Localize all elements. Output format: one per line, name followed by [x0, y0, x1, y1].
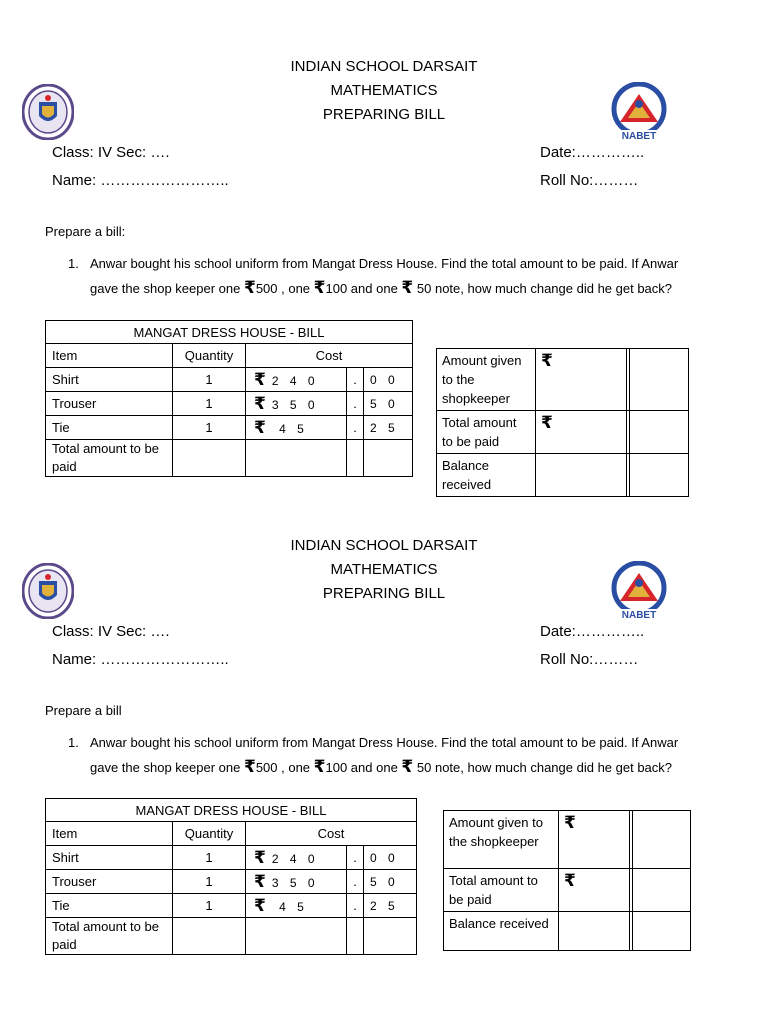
amount-given-label: Amount given to the shopkeeper	[437, 349, 536, 411]
roll-no-field: Roll No:………	[540, 172, 639, 189]
change-table	[443, 810, 691, 951]
question-number: 1.	[68, 735, 79, 750]
header-quantity: Quantity	[173, 344, 246, 368]
question-number: 1.	[68, 256, 79, 271]
nabet-label: NABET	[621, 610, 657, 621]
question-1	[68, 731, 758, 781]
table-row: Shirt 1 ₹ 2 4 0 . 0 0	[46, 846, 417, 870]
table-row: Tie 1 ₹ 4 5 . 2 5	[46, 416, 413, 440]
total-amount-label: Total amount to be paid	[444, 869, 559, 912]
school-name: INDIAN SCHOOL DARSAIT	[290, 58, 478, 75]
amount-given-label: Amount given to the shopkeeper	[444, 811, 559, 869]
total-amount-label: Total amount to be paid	[437, 411, 536, 454]
total-rupees-box	[246, 440, 347, 477]
rupee-icon: ₹	[254, 369, 266, 389]
rupee-icon: ₹	[313, 757, 326, 776]
total-row	[46, 440, 413, 477]
rupee-icon: ₹	[564, 871, 576, 890]
total-label: Total amount to be paid	[46, 440, 173, 477]
change-table	[436, 348, 689, 497]
total-rupees-box	[246, 918, 347, 955]
subject-title: MATHEMATICS	[330, 561, 438, 578]
question-1	[68, 252, 758, 302]
name-field: Name: ……………………..	[52, 172, 229, 189]
header-cost: Cost	[246, 344, 413, 368]
rupee-icon: ₹	[254, 393, 266, 413]
prepare-instruction: Prepare a bill	[45, 703, 122, 718]
worksheet-2	[0, 479, 768, 957]
question-line-2: gave the shop keeper one ₹500 , one ₹100 and one ₹ 50 note, how much change did he get back?	[90, 278, 673, 297]
rupee-icon: ₹	[254, 847, 266, 867]
date-field: Date:…………..	[540, 623, 645, 640]
date-field: Date:…………..	[540, 144, 645, 161]
bill-title: MANGAT DRESS HOUSE - BILL	[46, 799, 417, 822]
total-paise-box	[364, 440, 413, 477]
prepare-instruction: Prepare a bill:	[45, 224, 126, 239]
nabet-quality-logo	[610, 561, 668, 621]
topic-title: PREPARING BILL	[322, 585, 446, 602]
rupee-icon: ₹	[401, 278, 414, 297]
rupee-icon: ₹	[401, 757, 414, 776]
header-item: Item	[46, 344, 173, 368]
rupee-icon: ₹	[254, 417, 266, 437]
table-row: Trouser 1 ₹ 3 5 0 . 5 0	[46, 870, 417, 894]
total-label: Total amount to be paid	[46, 918, 173, 955]
topic-title: PREPARING BILL	[322, 106, 446, 123]
header-quantity: Quantity	[173, 822, 246, 846]
roll-no-field: Roll No:………	[540, 651, 639, 668]
subject-title: MATHEMATICS	[330, 82, 438, 99]
table-row: Shirt 1 ₹ 2 4 0 . 0 0	[46, 368, 413, 392]
question-line-2: gave the shop keeper one ₹500 , one ₹100 and one ₹ 50 note, how much change did he get back?	[90, 757, 673, 776]
question-line-1: Anwar bought his school uniform from Mangat Dress House. Find the total amount to be paid. If Anwar	[90, 735, 679, 750]
bill-title: MANGAT DRESS HOUSE - BILL	[46, 321, 413, 344]
nabet-label: NABET	[621, 131, 657, 142]
school-crest-logo	[22, 563, 74, 619]
school-crest-logo	[22, 84, 74, 140]
table-row: Trouser 1 ₹ 3 5 0 . 5 0	[46, 392, 413, 416]
rupee-icon: ₹	[254, 895, 266, 915]
table-row: Tie 1 ₹ 4 5 . 2 5	[46, 894, 417, 918]
balance-label: Balance received	[444, 912, 559, 951]
header-cost: Cost	[246, 822, 417, 846]
rupee-icon: ₹	[564, 813, 576, 832]
bill-table	[45, 798, 417, 955]
rupee-icon: ₹	[313, 278, 326, 297]
name-field: Name: ……………………..	[52, 651, 229, 668]
rupee-icon: ₹	[243, 757, 256, 776]
rupee-icon: ₹	[541, 413, 553, 432]
total-paise-box	[364, 918, 417, 955]
nabet-quality-logo	[610, 82, 668, 142]
worksheet-1	[0, 0, 768, 492]
class-field: Class: IV Sec: ….	[52, 623, 170, 640]
rupee-icon: ₹	[541, 351, 553, 370]
school-name: INDIAN SCHOOL DARSAIT	[290, 537, 478, 554]
rupee-icon: ₹	[254, 871, 266, 891]
total-row	[46, 918, 417, 955]
rupee-icon: ₹	[243, 278, 256, 297]
question-line-1: Anwar bought his school uniform from Mangat Dress House. Find the total amount to be paid. If Anwar	[90, 256, 679, 271]
class-field: Class: IV Sec: ….	[52, 144, 170, 161]
header-item: Item	[46, 822, 173, 846]
bill-table	[45, 320, 413, 477]
balance-label: Balance received	[437, 454, 536, 497]
